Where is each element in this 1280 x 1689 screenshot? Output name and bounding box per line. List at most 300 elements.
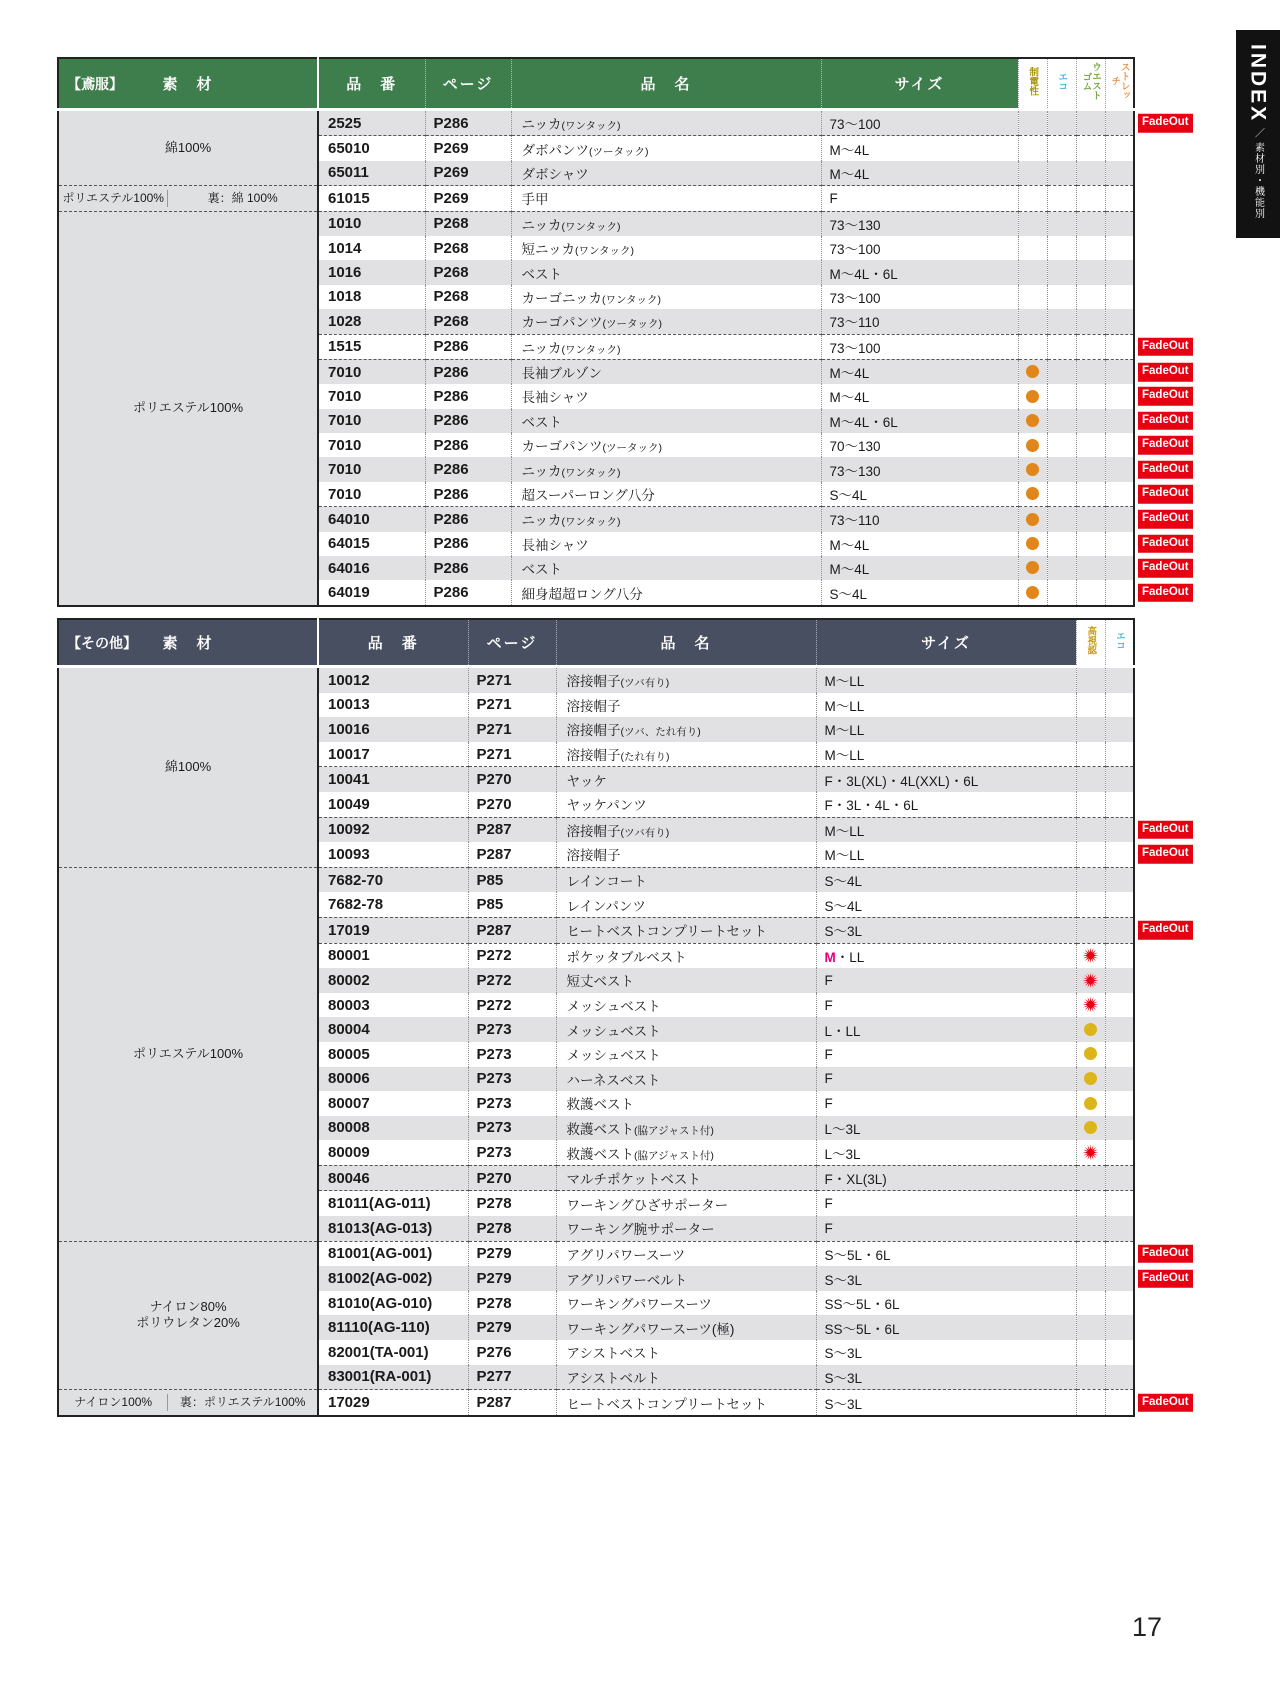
feature-cell [1105,1216,1134,1241]
product-code-cell: 1028 [318,309,425,334]
page-ref-cell: P278 [468,1216,556,1241]
size-range-cell: M〜4L [821,532,1018,556]
product-code-cell: 1016 [318,260,425,284]
feature-cell [1018,236,1047,260]
feature-cell [1105,1266,1189,1291]
product-code-cell: 2525 [318,110,425,136]
material-cell [58,1390,318,1416]
product-code-cell: 80002 [318,968,468,993]
page-ref-cell: P286 [425,580,511,605]
page-ref-cell: P268 [425,285,511,309]
product-name-note: (ワンタック) [561,466,621,479]
size-range-cell: 73〜100 [821,285,1018,309]
feature-cell [1076,717,1105,742]
feature-cell [1018,457,1047,481]
code-column-header: 品 番 [318,619,468,667]
product-name-note: (ワンタック) [601,293,662,306]
page-ref-cell: P286 [425,532,511,556]
page-ref-cell: P273 [468,1091,556,1116]
eco-column-label: エコ [1114,630,1125,650]
fadeout-badge: FadeOut [1138,821,1193,840]
feature-cell [1076,384,1105,408]
antistatic-dot-icon [1026,537,1039,550]
others-index-table [57,618,1189,1417]
feature-cell [1047,334,1076,359]
size-range-cell: S〜5L・6L [816,1241,1076,1266]
material-header-label: 素 材 [162,76,214,93]
table-row [58,867,1134,892]
feature-column-header [1076,619,1105,667]
product-name-cell: 救護ベスト(脇アジャスト付) [556,1116,816,1141]
feature-cell [1076,867,1105,892]
page-ref-cell: P287 [468,917,556,943]
product-name-note: (ワンタック) [561,516,621,529]
product-code-cell: 1010 [318,211,425,236]
size-range-cell: F・3L(XL)・4L(XXL)・6L [816,767,1076,792]
page-ref-cell: P278 [468,1191,556,1216]
table-row [58,667,1134,693]
page-ref-cell: P286 [425,384,511,408]
size-range-cell: M〜4L [821,556,1018,580]
product-name-cell: 溶接帽子(ツバ有り) [556,817,816,842]
feature-cell [1047,532,1076,556]
fadeout-badge: FadeOut [1138,510,1193,529]
feature-cell [1076,1091,1105,1116]
product-code-cell: 81002(AG-002) [318,1266,468,1291]
page-ref-cell: P273 [468,1140,556,1165]
table-row [58,1241,1134,1266]
size-range-cell: S〜3L [816,1390,1076,1416]
feature-cell [1076,1116,1105,1141]
product-name-note: (ワンタック) [561,220,621,233]
feature-cell [1076,1191,1105,1216]
category-label: 【その他】 [67,634,137,651]
feature-cell [1105,309,1134,334]
feature-cell [1047,384,1076,408]
product-name-cell: 超スーパーロング八分 [511,482,821,507]
page-ref-cell: P272 [468,968,556,993]
feature-cell [1018,384,1047,408]
product-name-cell: 溶接帽子(ツバ、たれ有り) [556,717,816,742]
product-name-cell: ダボパンツ(ツータック) [511,136,821,161]
feature-cell [1105,1241,1189,1266]
feature-cell [1047,110,1076,136]
product-name-cell: ワーキングパワースーツ [556,1291,816,1316]
feature-cell [1105,917,1189,943]
table-row [58,186,1134,211]
page-ref-cell: P268 [425,260,511,284]
feature-cell [1105,817,1189,842]
material-label: ポリエステル100% [62,190,164,205]
size-range-cell: SS〜5L・6L [816,1291,1076,1316]
product-code-cell: 80004 [318,1017,468,1042]
size-range-cell: M〜LL [816,742,1076,767]
product-name-cell: ヒートベストコンプリートセット [556,917,816,943]
size-range-cell: F [816,1191,1076,1216]
product-code-cell: 64010 [318,507,425,532]
feature-cell [1076,359,1105,384]
feature-cell [1047,409,1076,433]
product-name-note: (脇アジャスト付) [634,1149,714,1162]
product-code-cell: 7010 [318,457,425,481]
product-code-cell: 17019 [318,917,468,943]
feature-column-label: 高視認 [1085,625,1097,655]
size-range-cell: 70〜130 [821,433,1018,457]
size-range-cell: M〜LL [816,717,1076,742]
product-code-cell: 61015 [318,186,425,211]
page-ref-cell: P287 [468,817,556,842]
feature-cell [1105,532,1189,556]
feature-cell [1105,384,1189,408]
feature-cell [1076,742,1105,767]
feature-cell [1076,1067,1105,1092]
feature-cell [1105,1017,1134,1042]
fadeout-badge: FadeOut [1138,412,1193,431]
product-name-cell: 長袖ブルゾン [511,359,821,384]
product-name-cell: ニッカ(ワンタック) [511,110,821,136]
feature-cell [1105,742,1134,767]
material-label: 裏：綿 100% [167,190,317,207]
high-visibility-dot-icon [1084,1072,1097,1085]
feature-cell [1076,1365,1105,1390]
fadeout-badge: FadeOut [1138,363,1193,382]
product-code-cell: 80008 [318,1116,468,1141]
product-name-cell: 細身超超ロング八分 [511,580,821,605]
product-name-note: (ワンタック) [561,343,621,356]
product-name-cell: アグリパワーベルト [556,1266,816,1291]
feature-cell [1105,236,1134,260]
feature-cell [1105,1067,1134,1092]
product-name-cell: ダボシャツ [511,161,821,186]
high-visibility-dot-icon [1084,1023,1097,1036]
page-ref-cell: P268 [425,309,511,334]
eco-column-label: エコ [1056,71,1068,91]
feature-cell [1076,260,1105,284]
feature-cell [1076,409,1105,433]
material-column-header [58,58,318,110]
product-name-cell: レインコート [556,867,816,892]
page-ref-cell: P286 [425,556,511,580]
feature-cell [1105,968,1134,993]
product-name-cell: アシストベルト [556,1365,816,1390]
antistatic-dot-icon [1026,365,1039,378]
feature-cell [1105,1091,1134,1116]
material-cell: 綿100% [58,110,318,186]
feature-cell [1105,1340,1134,1365]
product-name-cell: ワーキングパワースーツ(極) [556,1315,816,1340]
feature-cell [1018,285,1047,309]
page-ref-cell: P270 [468,1165,556,1191]
size-range-cell: S〜3L [816,1340,1076,1365]
product-name-note: (ツータック) [602,318,662,331]
tobi-clothing-index-table [57,57,1189,607]
page-ref-cell: P276 [468,1340,556,1365]
fadeout-badge: FadeOut [1138,485,1193,504]
product-code-cell: 82001(TA-001) [318,1340,468,1365]
feature-cell [1105,359,1189,384]
feature-cell [1105,1390,1189,1416]
product-code-cell: 10092 [318,817,468,842]
product-code-cell: 64016 [318,556,425,580]
feature-cell [1018,359,1047,384]
page-ref-cell: P279 [468,1315,556,1340]
feature-cell [1018,136,1047,161]
feature-cell [1018,556,1047,580]
product-code-cell: 64015 [318,532,425,556]
feature-cell [1076,1241,1105,1266]
product-name-note: (ツバ有り) [620,826,670,839]
name-column-header: 品 名 [556,619,816,667]
product-name-cell: 長袖シャツ [511,532,821,556]
page-ref-cell: P269 [425,186,511,211]
feature-cell [1076,892,1105,917]
feature-cell [1076,532,1105,556]
material-cell [58,186,318,211]
feature-cell [1047,236,1076,260]
feature-cell [1105,993,1134,1018]
product-name-cell: 溶接帽子(ツバ有り) [556,667,816,693]
product-name-note: (ワンタック) [574,245,635,258]
size-range-cell: L〜3L [816,1116,1076,1141]
feature-cell [1105,285,1134,309]
feature-cell [1105,842,1189,867]
feature-cell [1105,792,1134,817]
feature-cell [1105,409,1189,433]
index-side-tab-text [1248,44,1269,219]
fadeout-badge: FadeOut [1138,1393,1193,1412]
product-code-cell: 64019 [318,580,425,605]
product-code-cell: 80046 [318,1165,468,1191]
feature-cell [1018,433,1047,457]
high-visibility-burst-icon [1082,947,1099,964]
feature-cell [1076,1266,1105,1291]
feature-cell [1105,693,1134,718]
product-name-cell: ニッカ(ワンタック) [511,211,821,236]
page-ref-cell: P286 [425,359,511,384]
table-row [58,1390,1134,1416]
product-name-cell: ニッカ(ワンタック) [511,507,821,532]
page-ref-cell: P273 [468,1042,556,1067]
feature-cell [1047,359,1076,384]
index-tab-title: INDEX [1246,44,1270,124]
feature-cell [1018,186,1047,211]
feature-cell [1047,556,1076,580]
material-label: ナイロン100% [74,1395,153,1410]
product-code-cell: 10041 [318,767,468,792]
feature-cell [1047,260,1076,284]
feature-cell [1018,260,1047,284]
code-column-header: 品 番 [318,58,425,110]
feature-column-label: 制電性 [1027,66,1039,96]
product-name-cell: 溶接帽子 [556,842,816,867]
feature-cell [1076,136,1105,161]
size-range-cell: 73〜110 [821,309,1018,334]
product-name-cell: ヤッケパンツ [556,792,816,817]
product-code-cell: 81010(AG-010) [318,1291,468,1316]
product-code-cell: 10012 [318,667,468,693]
feature-column-label: ウエストゴム [1080,62,1101,100]
product-name-note: (ワンタック) [561,120,621,133]
feature-cell [1105,717,1134,742]
size-range-cell: 73〜130 [821,211,1018,236]
product-code-cell: 17029 [318,1390,468,1416]
page-ref-cell: P273 [468,1017,556,1042]
product-code-cell: 80009 [318,1140,468,1165]
page-ref-cell: P271 [468,693,556,718]
feature-cell [1076,482,1105,507]
product-name-cell: アグリパワースーツ [556,1241,816,1266]
fadeout-badge: FadeOut [1138,921,1193,940]
page-ref-cell: P85 [468,892,556,917]
feature-cell [1076,1165,1105,1191]
fadeout-badge: FadeOut [1138,535,1193,554]
fadeout-badge: FadeOut [1138,559,1193,578]
feature-cell [1076,1315,1105,1340]
material-header-label: 素 材 [162,635,214,652]
material-cell: 綿100% [58,667,318,868]
size-range-cell: M〜4L [821,384,1018,408]
product-code-cell: 1018 [318,285,425,309]
feature-cell [1018,161,1047,186]
product-name-cell: ワーキング腕サポーター [556,1216,816,1241]
feature-cell [1047,186,1076,211]
fadeout-badge: FadeOut [1138,114,1193,133]
index-tab-subtitle: ／ 素材別・機能別 [1252,127,1264,220]
feature-cell [1076,667,1105,693]
material-cell [58,1241,318,1390]
page-column-header: ページ [425,58,511,110]
product-name-cell: メッシュベスト [556,1017,816,1042]
feature-cell [1076,236,1105,260]
header-row [58,619,1134,667]
feature-cell [1105,1042,1134,1067]
size-range-cell: 73〜100 [821,334,1018,359]
product-code-cell: 10013 [318,693,468,718]
page-ref-cell: P269 [425,161,511,186]
feature-cell [1105,507,1189,532]
product-code-cell: 7010 [318,384,425,408]
feature-cell [1105,580,1189,605]
page-ref-cell: P279 [468,1241,556,1266]
page-ref-cell: P271 [468,742,556,767]
feature-column-header [1018,58,1047,110]
feature-cell [1047,580,1076,605]
feature-cell [1047,211,1076,236]
page-ref-cell: P271 [468,667,556,693]
material-line: ポリウレタン20% [136,1315,240,1331]
product-code-cell: 80007 [318,1091,468,1116]
product-name-cell: ハーネスベスト [556,1067,816,1092]
antistatic-dot-icon [1026,586,1039,599]
product-code-cell: 7682-70 [318,867,468,892]
size-accent: M [824,949,836,965]
feature-cell [1076,1291,1105,1316]
size-range-cell: S〜4L [821,580,1018,605]
feature-cell [1076,433,1105,457]
page-ref-cell: P270 [468,792,556,817]
page-ref-cell: P286 [425,110,511,136]
product-name-note: (ツータック) [589,145,649,158]
material-label: 裏：ポリエステル100% [167,1394,317,1411]
feature-cell [1018,532,1047,556]
size-range-cell: F [816,993,1076,1018]
size-range-cell: F [816,1067,1076,1092]
size-range-cell: F [816,1091,1076,1116]
product-name-cell: 溶接帽子(たれ有り) [556,742,816,767]
high-visibility-dot-icon [1084,1097,1097,1110]
feature-cell [1076,767,1105,792]
size-range-cell: M〜LL [816,693,1076,718]
page-ref-cell: P85 [468,867,556,892]
product-code-cell: 81011(AG-011) [318,1191,468,1216]
product-code-cell: 7010 [318,409,425,433]
product-name-cell: メッシュベスト [556,993,816,1018]
high-visibility-burst-icon [1082,1144,1099,1161]
size-range-cell: 73〜130 [821,457,1018,481]
size-range-cell: M〜LL [816,667,1076,693]
size-range-cell: S〜3L [816,1266,1076,1291]
feature-cell [1105,1165,1134,1191]
feature-cell [1076,309,1105,334]
feature-cell [1076,285,1105,309]
material-cell: ポリエステル100% [58,867,318,1241]
page-ref-cell: P277 [468,1365,556,1390]
feature-cell [1076,556,1105,580]
feature-cell [1076,917,1105,943]
product-name-cell: ヒートベストコンプリートセット [556,1390,816,1416]
feature-column-label: ストレッチ [1109,62,1130,100]
feature-cell [1076,817,1105,842]
product-code-cell: 10049 [318,792,468,817]
name-column-header: 品 名 [511,58,821,110]
feature-cell [1105,943,1134,968]
size-column-header: サイズ [821,58,1018,110]
size-range-cell: F [816,968,1076,993]
size-range-cell: SS〜5L・6L [816,1315,1076,1340]
product-name-cell: カーゴパンツ(ツータック) [511,433,821,457]
page-ref-cell: P286 [425,482,511,507]
page-ref-cell: P273 [468,1067,556,1092]
feature-cell [1105,161,1134,186]
size-range-cell: M〜4L [821,161,1018,186]
page-column-header: ページ [468,619,556,667]
feature-cell [1076,580,1105,605]
antistatic-dot-icon [1026,439,1039,452]
size-range-cell: F [816,1216,1076,1241]
antistatic-dot-icon [1026,463,1039,476]
size-range-cell: S〜4L [816,867,1076,892]
feature-cell [1047,457,1076,481]
feature-cell [1047,433,1076,457]
product-name-note: (脇アジャスト付) [634,1124,714,1137]
feature-cell [1018,110,1047,136]
fadeout-badge: FadeOut [1138,1269,1193,1288]
feature-cell [1105,211,1134,236]
high-visibility-burst-icon [1082,996,1099,1013]
size-range-cell: S〜4L [821,482,1018,507]
feature-cell [1076,457,1105,481]
size-range-cell: M〜LL [816,842,1076,867]
feature-cell [1047,161,1076,186]
product-name-cell: 短丈ベスト [556,968,816,993]
product-code-cell: 10016 [318,717,468,742]
fadeout-badge: FadeOut [1138,460,1193,479]
antistatic-dot-icon [1026,513,1039,526]
feature-cell [1018,309,1047,334]
product-code-cell: 7010 [318,433,425,457]
product-name-note: (たれ有り) [620,751,670,764]
product-name-note: (ツバ有り) [620,677,670,690]
